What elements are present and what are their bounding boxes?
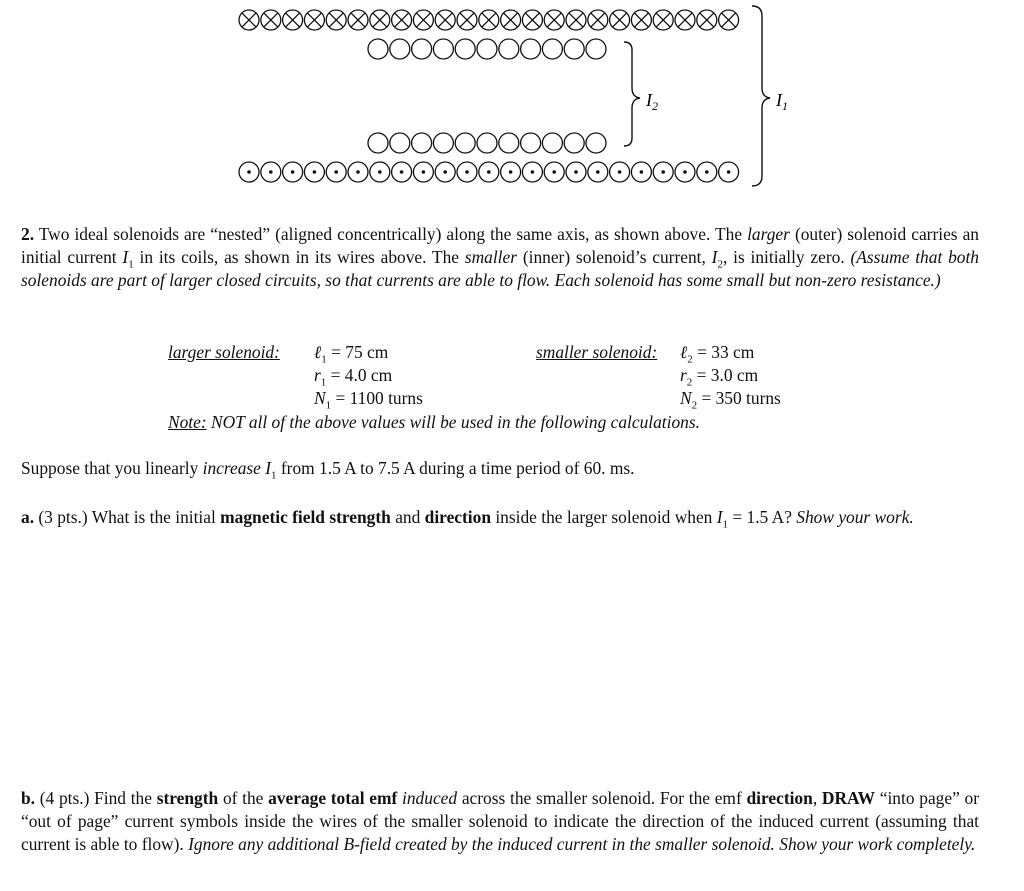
coil-into-page bbox=[522, 10, 542, 30]
coil-turn bbox=[564, 133, 584, 153]
coil-turn bbox=[390, 133, 410, 153]
problem-intro: 2. Two ideal solenoids are “nested” (aligned concentrically) along the same axis, as shown above. The larger (outer) solenoid carries an initial current $I_1$ in its coils, as shown in its wires above. The smaller (inner) solenoid’s current, $I_2$, is initially zero. (Assume that both solenoids are part of larger closed circuits, so that currents are able to flow. Each solenoid has some small but non-zero resistance.) bbox=[21, 224, 980, 290]
coil-out-of-page bbox=[283, 162, 303, 182]
coil-turn bbox=[586, 133, 606, 153]
coil-out-of-page bbox=[544, 162, 564, 182]
coil-turn bbox=[564, 39, 584, 59]
smaller-length: ℓ$_2$ = 33 cm bbox=[680, 342, 755, 366]
suppose-statement: Suppose that you linearly increase $I_1$ from 1.5 A to 7.5 A during a time period of 60. ms. bbox=[21, 458, 635, 482]
coil-turn bbox=[586, 39, 606, 59]
coil-into-page bbox=[413, 10, 433, 30]
coil-into-page bbox=[588, 10, 608, 30]
coil-turn bbox=[368, 39, 388, 59]
coil-out-of-page bbox=[457, 162, 477, 182]
coil-into-page bbox=[326, 10, 346, 30]
part-b: b. (4 pts.) Find the strength of the average total emf induced across the smaller solenoid. For the emf direction, DRAW “into page” or “out of page” current symbols inside the wires of the smaller solenoid to indicate the direction of the induced current (assuming that current is able to flow). Ignore any additional B-field created by the induced current in the smaller solenoid. Show your work completely. bbox=[21, 788, 979, 854]
coil-turn bbox=[390, 39, 410, 59]
coil-out-of-page bbox=[348, 162, 368, 182]
coil-turn bbox=[542, 133, 562, 153]
coil-turn bbox=[521, 133, 541, 153]
coil-into-page bbox=[457, 10, 477, 30]
coil-turn bbox=[455, 39, 475, 59]
label-I1: $I_1$ bbox=[776, 90, 788, 113]
coil-into-page bbox=[544, 10, 564, 30]
coil-into-page bbox=[283, 10, 303, 30]
coil-into-page bbox=[392, 10, 412, 30]
coil-out-of-page bbox=[522, 162, 542, 182]
larger-length: ℓ$_1$ = 75 cm bbox=[314, 342, 389, 366]
coil-turn bbox=[412, 39, 432, 59]
coil-into-page bbox=[479, 10, 499, 30]
brace-I2 bbox=[624, 42, 640, 146]
larger-radius: $r_1 = 4.0$ cm bbox=[314, 365, 393, 389]
coil-out-of-page bbox=[326, 162, 346, 182]
larger-turns: $N_1 = 1100$ turns bbox=[314, 388, 423, 412]
coil-turn bbox=[368, 133, 388, 153]
assumption-text: (Assume that both solenoids are part of larger closed circuits, so that currents are able to flow. Each solenoid has some small but non-zero resistance.) bbox=[21, 247, 979, 290]
coil-into-page bbox=[348, 10, 368, 30]
coil-out-of-page bbox=[501, 162, 521, 182]
coil-out-of-page bbox=[566, 162, 586, 182]
coil-into-page bbox=[435, 10, 455, 30]
coil-into-page bbox=[566, 10, 586, 30]
problem-number: 2. bbox=[21, 224, 35, 244]
coil-out-of-page bbox=[435, 162, 455, 182]
coil-out-of-page bbox=[631, 162, 651, 182]
coil-into-page bbox=[610, 10, 630, 30]
coil-out-of-page bbox=[697, 162, 717, 182]
coil-turn bbox=[477, 133, 497, 153]
inner-solenoid-bottom-row bbox=[368, 133, 606, 153]
inner-solenoid-top-row bbox=[368, 39, 606, 59]
coil-turn bbox=[455, 133, 475, 153]
coil-into-page bbox=[304, 10, 324, 30]
coil-into-page bbox=[501, 10, 521, 30]
smaller-solenoid-label: smaller solenoid: bbox=[536, 342, 658, 362]
coil-out-of-page bbox=[479, 162, 499, 182]
coil-out-of-page bbox=[675, 162, 695, 182]
coil-out-of-page bbox=[413, 162, 433, 182]
coil-into-page bbox=[719, 10, 739, 30]
outer-solenoid-bottom-row bbox=[239, 162, 739, 182]
outer-solenoid-top-row bbox=[239, 10, 739, 30]
coil-turn bbox=[499, 39, 519, 59]
smaller-turns: $N_2 = 350$ turns bbox=[680, 388, 781, 412]
coil-into-page bbox=[239, 10, 259, 30]
label-I2: $I_2$ bbox=[646, 90, 658, 113]
coil-into-page bbox=[261, 10, 281, 30]
coil-into-page bbox=[653, 10, 673, 30]
smaller-radius: $r_2 = 3.0$ cm bbox=[680, 365, 759, 389]
coil-turn bbox=[499, 133, 519, 153]
coil-turn bbox=[542, 39, 562, 59]
note: Note: NOT all of the above values will be used in the following calculations. bbox=[168, 412, 700, 432]
solenoid-diagram bbox=[0, 0, 1024, 200]
larger-solenoid-label: larger solenoid: bbox=[168, 342, 280, 362]
coil-out-of-page bbox=[370, 162, 390, 182]
coil-out-of-page bbox=[588, 162, 608, 182]
coil-turn bbox=[433, 133, 453, 153]
coil-turn bbox=[412, 133, 432, 153]
coil-into-page bbox=[675, 10, 695, 30]
coil-out-of-page bbox=[239, 162, 259, 182]
coil-turn bbox=[477, 39, 497, 59]
coil-turn bbox=[433, 39, 453, 59]
coil-out-of-page bbox=[653, 162, 673, 182]
part-a: a. (3 pts.) What is the initial magnetic field strength and direction inside the larger solenoid when $I_1 = 1.5$ A? Show your work. bbox=[21, 507, 914, 531]
coil-out-of-page bbox=[304, 162, 324, 182]
coil-out-of-page bbox=[719, 162, 739, 182]
coil-out-of-page bbox=[610, 162, 630, 182]
brace-I1 bbox=[752, 6, 770, 186]
coil-turn bbox=[521, 39, 541, 59]
coil-out-of-page bbox=[261, 162, 281, 182]
coil-out-of-page bbox=[392, 162, 412, 182]
coil-into-page bbox=[697, 10, 717, 30]
coil-into-page bbox=[370, 10, 390, 30]
coil-into-page bbox=[631, 10, 651, 30]
